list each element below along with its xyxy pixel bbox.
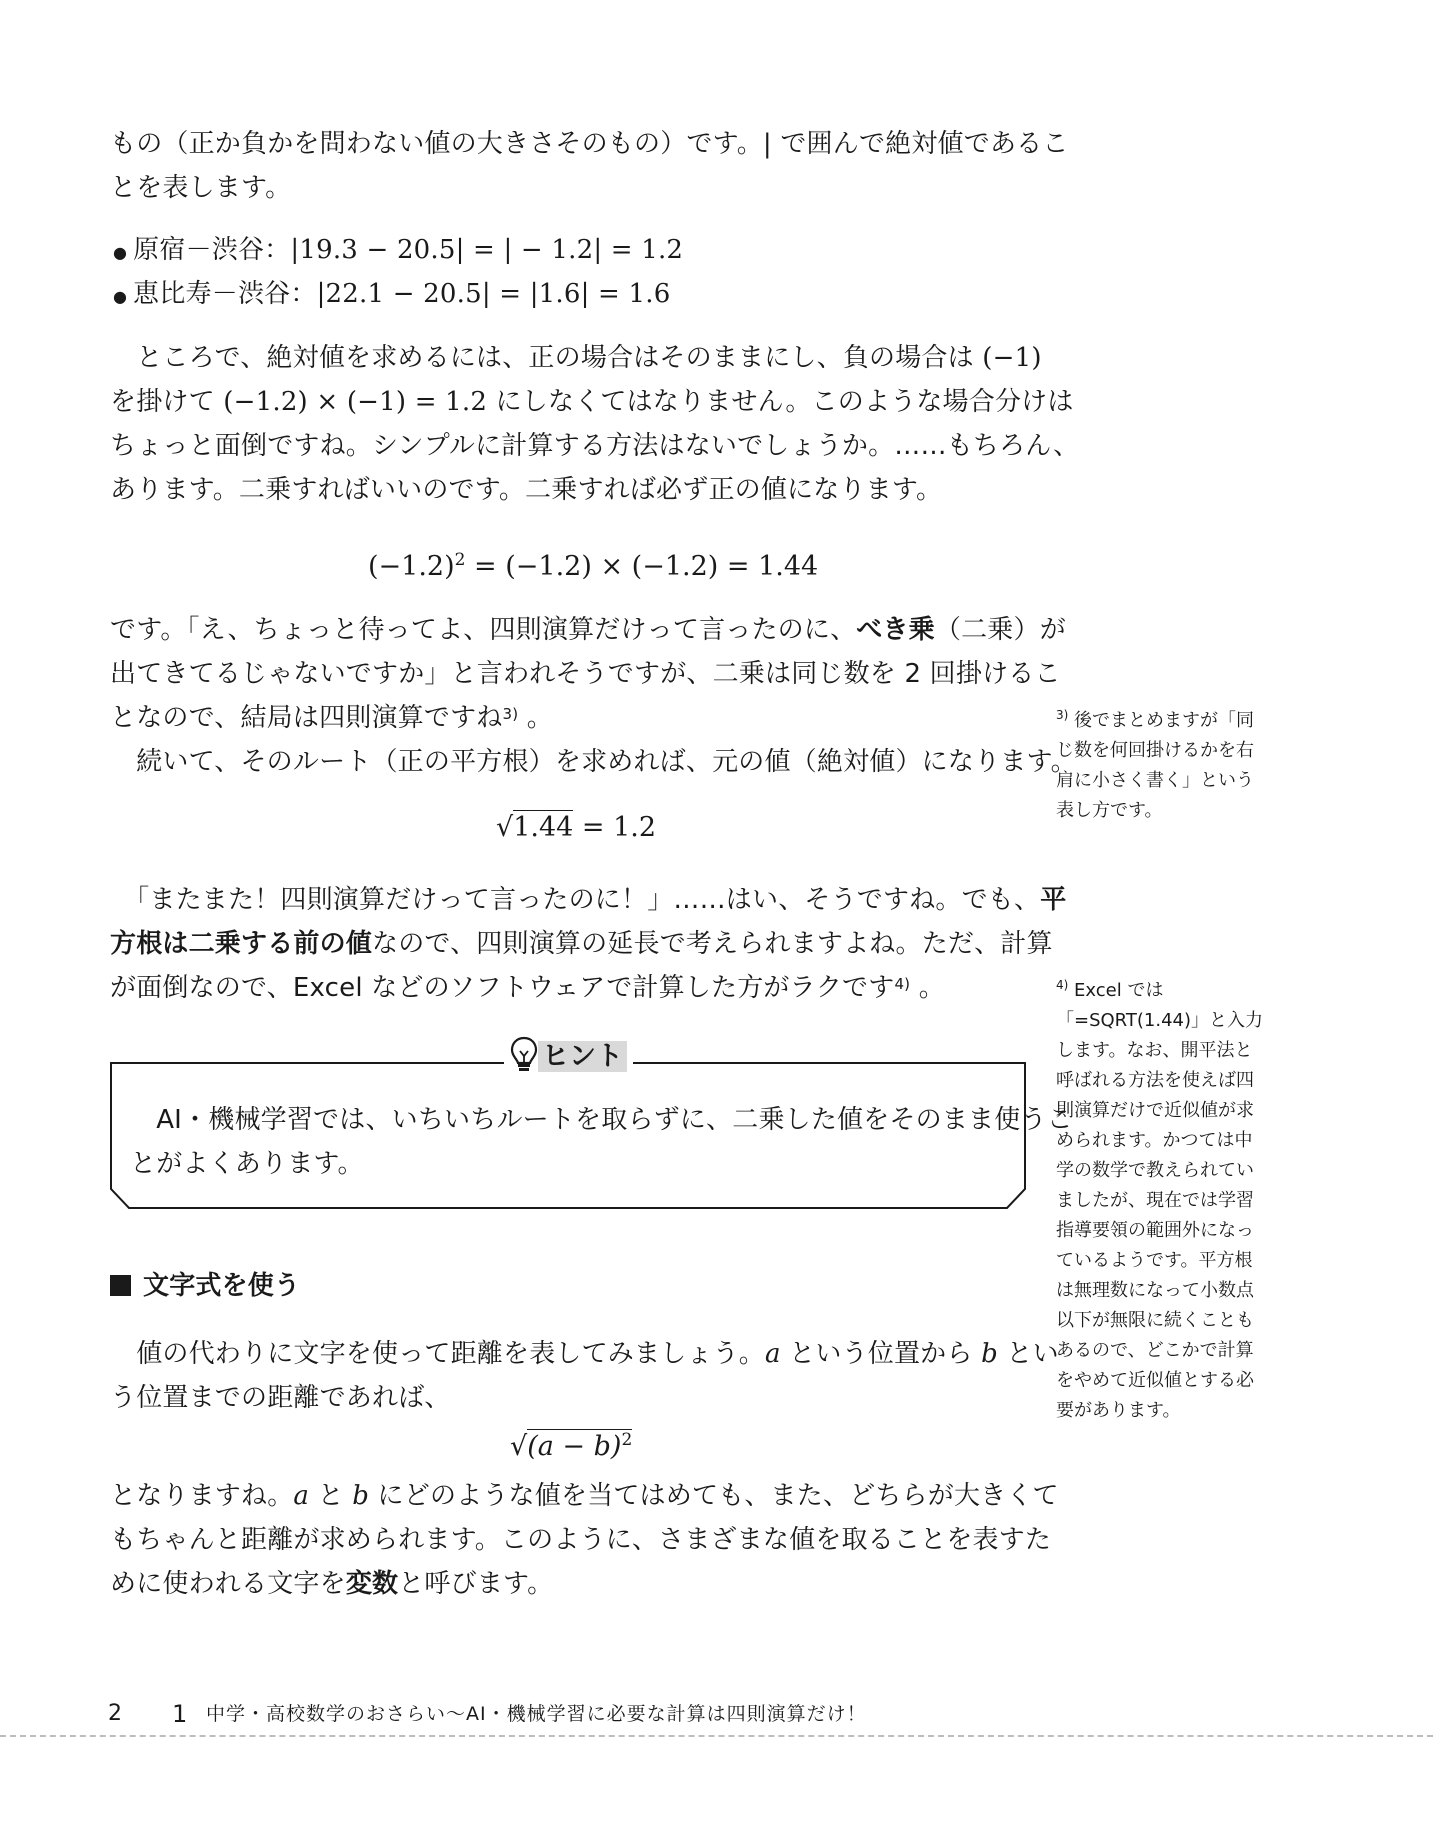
text-run: 。 xyxy=(518,703,553,733)
footnote-line: をやめて近似値とする必 xyxy=(1056,1370,1254,1391)
para-abs-line-1: もの（正か負かを問わない値の大きさそのもの）です。| で囲んで絶対値であるこ xyxy=(110,129,1069,159)
text-run: が面倒なので、Excel などのソフトウェアで計算した方がラクです xyxy=(110,973,895,1003)
footnote-line: 肩に小さく書く」という xyxy=(1056,770,1254,791)
eq-rest: = 1.2 xyxy=(573,812,657,843)
footnote-line: ているようです。平方根 xyxy=(1056,1250,1253,1271)
chapter-title: 中学・高校数学のおさらい～AI・機械学習に必要な計算は四則演算だけ！ xyxy=(206,1703,867,1725)
sqrt-sign-icon: √ xyxy=(510,1431,528,1462)
math-inline: (−1.2) × (−1) = 1.2 xyxy=(223,387,488,417)
footnote-text: Excel では xyxy=(1068,980,1164,1001)
section-title: 文字式を使う xyxy=(143,1271,301,1301)
eq-rest: = (−1.2) × (−1.2) = 1.44 xyxy=(465,551,819,582)
var-b: b xyxy=(352,1481,370,1511)
sqrt-sign-icon: √ xyxy=(496,812,514,843)
footnote-line: 指導要領の範囲外になっ xyxy=(1056,1220,1254,1241)
text-run: めに使われる文字を xyxy=(110,1569,346,1599)
text-run: 。 xyxy=(910,973,945,1003)
para-var2-line-3 xyxy=(110,1562,553,1606)
text-run: ところで、絶対値を求めるには、正の場合はそのままにし、負の場合は xyxy=(110,343,974,373)
radicand-text: (a − b) xyxy=(527,1431,622,1462)
page-divider xyxy=(0,1735,1433,1737)
footnote-line xyxy=(1056,700,1286,736)
hint-text-line-2: とがよくあります。 xyxy=(130,1149,364,1179)
para-power-line-4: 続いて、そのルート（正の平方根）を求めれば、元の値（絶対値）になります。 xyxy=(110,747,1077,777)
footnote-line: 「=SQRT(1.44)」と入力 xyxy=(1056,1010,1263,1031)
footnote-line: じ数を何回掛けるかを右 xyxy=(1056,740,1254,761)
text-run: を掛けて xyxy=(110,387,215,417)
text-run: です。「え、ちょっと待ってよ、四則演算だけって言ったのに、 xyxy=(110,615,857,645)
text-run: にどのような値を当てはめても、また、どちらが大きくて xyxy=(369,1481,1059,1511)
para-power-line-1 xyxy=(110,608,1066,652)
equation-sqrt xyxy=(496,808,656,848)
para-abs-line-2: とを表します。 xyxy=(110,173,292,203)
sqrt-radicand: 1.44 xyxy=(513,812,574,843)
footnote-text: 後でまとめますが「同 xyxy=(1068,710,1255,731)
para-root-line-2 xyxy=(110,922,1053,966)
lightbulb-icon xyxy=(510,1036,538,1074)
para-root-line-3 xyxy=(110,966,945,1010)
para-var1-line-1 xyxy=(110,1332,1059,1376)
bullet-item-ebisu xyxy=(113,272,670,319)
bullet-formula: |22.1 − 20.5| = |1.6| = 1.6 xyxy=(316,279,671,309)
text-run: となりますね。 xyxy=(110,1481,294,1511)
para-var2-line-2: もちゃんと距離が求められます。このように、さまざまな値を取ることを表すた xyxy=(110,1525,1052,1555)
para-var1-line-2: う位置までの距離であれば、 xyxy=(110,1383,451,1413)
footnote-ref-3[interactable]: 3) xyxy=(502,705,519,723)
page-number: 2 xyxy=(108,1701,122,1726)
footnote-line: あるので、どこかで計算 xyxy=(1056,1340,1254,1361)
text-run: 値の代わりに文字を使って距離を表してみましょう。 xyxy=(110,1339,766,1369)
footnote-line: 呼ばれる方法を使えば四 xyxy=(1056,1070,1254,1091)
footnote-line: められます。かつては中 xyxy=(1056,1130,1253,1151)
math-inline: (−1) xyxy=(982,343,1042,373)
para-root-line-1 xyxy=(110,878,1066,922)
square-bullet-icon xyxy=(110,1275,131,1296)
bullet-label: 恵比寿－渋谷： xyxy=(133,279,317,309)
var-a: a xyxy=(293,1481,310,1511)
var-b: b xyxy=(981,1339,998,1369)
section-heading xyxy=(110,1264,300,1308)
text-run: と xyxy=(309,1481,353,1511)
sqrt-radicand xyxy=(527,1429,632,1462)
para-power-line-2: 出てきてるじゃないですか」と言われそうですが、二乗は同じ数を 2 回掛けるこ xyxy=(110,659,1061,689)
hint-text-line-1: AI・機械学習では、いちいちルートを取らずに、二乗した値をそのまま使うこ xyxy=(130,1105,1073,1135)
para-power-line-3 xyxy=(110,696,553,740)
footnote-mark: 4) xyxy=(1056,978,1069,992)
para-square-line-3: ちょっと面倒ですね。シンプルに計算する方法はないでしょうか。……もちろん、 xyxy=(110,431,1080,461)
bold-term: べき乗 xyxy=(856,615,935,645)
bold-term: 平 xyxy=(1040,885,1067,915)
footnote-ref-4[interactable]: 4) xyxy=(894,975,911,993)
footnote-4 xyxy=(1056,970,1286,1426)
equation-square xyxy=(368,540,818,587)
footnote-line: します。なお、開平法と xyxy=(1056,1040,1253,1061)
para-square-line-2 xyxy=(110,380,1074,424)
footnote-line: は無理数になって小数点 xyxy=(1056,1280,1254,1301)
footnote-mark: 3) xyxy=(1056,708,1069,722)
bold-term: 変数 xyxy=(345,1569,399,1599)
bold-term: 方根は二乗する前の値 xyxy=(110,929,373,959)
footnote-line: ましたが、現在では学習 xyxy=(1056,1190,1254,1211)
chapter-number: 1 xyxy=(172,1700,188,1728)
text-run: （二乗）が xyxy=(934,615,1066,645)
para-square-line-1 xyxy=(110,336,1042,380)
eq-base: (−1.2) xyxy=(368,551,455,582)
bullet-formula: |19.3 − 20.5| = | − 1.2| = 1.2 xyxy=(290,235,684,265)
bullet-dot-icon: ● xyxy=(113,243,128,262)
bullet-dot-icon: ● xyxy=(113,287,128,306)
eq-exponent: 2 xyxy=(621,1430,633,1450)
text-run: と呼びます。 xyxy=(398,1569,554,1599)
eq-exponent: 2 xyxy=(454,550,466,570)
footnote-line: 学の数学で教えられてい xyxy=(1056,1160,1254,1181)
bullet-item-harajuku xyxy=(113,228,683,275)
footnote-line xyxy=(1056,970,1286,1006)
para-square-line-4: あります。二乗すればいいのです。二乗すれば必ず正の値になります。 xyxy=(110,475,943,505)
footnote-line: 則演算だけで近似値が求 xyxy=(1056,1100,1254,1121)
text-run: とい xyxy=(997,1339,1059,1369)
footnote-line: 表し方です。 xyxy=(1056,800,1163,821)
text-run: となので、結局は四則演算ですね xyxy=(110,703,503,733)
text-run: 「またまた！四則演算だけって言ったのに！」……はい、そうですね。でも、 xyxy=(110,885,1041,915)
hint-title xyxy=(504,1036,633,1076)
footnote-line: 要があります。 xyxy=(1056,1400,1181,1421)
equation-distance xyxy=(510,1420,632,1467)
footnote-3 xyxy=(1056,700,1286,826)
var-a: a xyxy=(765,1339,781,1369)
para-var2-line-1 xyxy=(110,1474,1059,1518)
footnote-line: 以下が無限に続くことも xyxy=(1056,1310,1254,1331)
text-run: という位置から xyxy=(780,1339,982,1369)
text-run: なので、四則演算の延長で考えられますよね。ただ、計算 xyxy=(372,929,1053,959)
bullet-label: 原宿－渋谷： xyxy=(133,235,291,265)
text-run: にしなくてはなりません。このような場合分けは xyxy=(495,387,1074,417)
hint-title-label: ヒント xyxy=(538,1041,627,1072)
